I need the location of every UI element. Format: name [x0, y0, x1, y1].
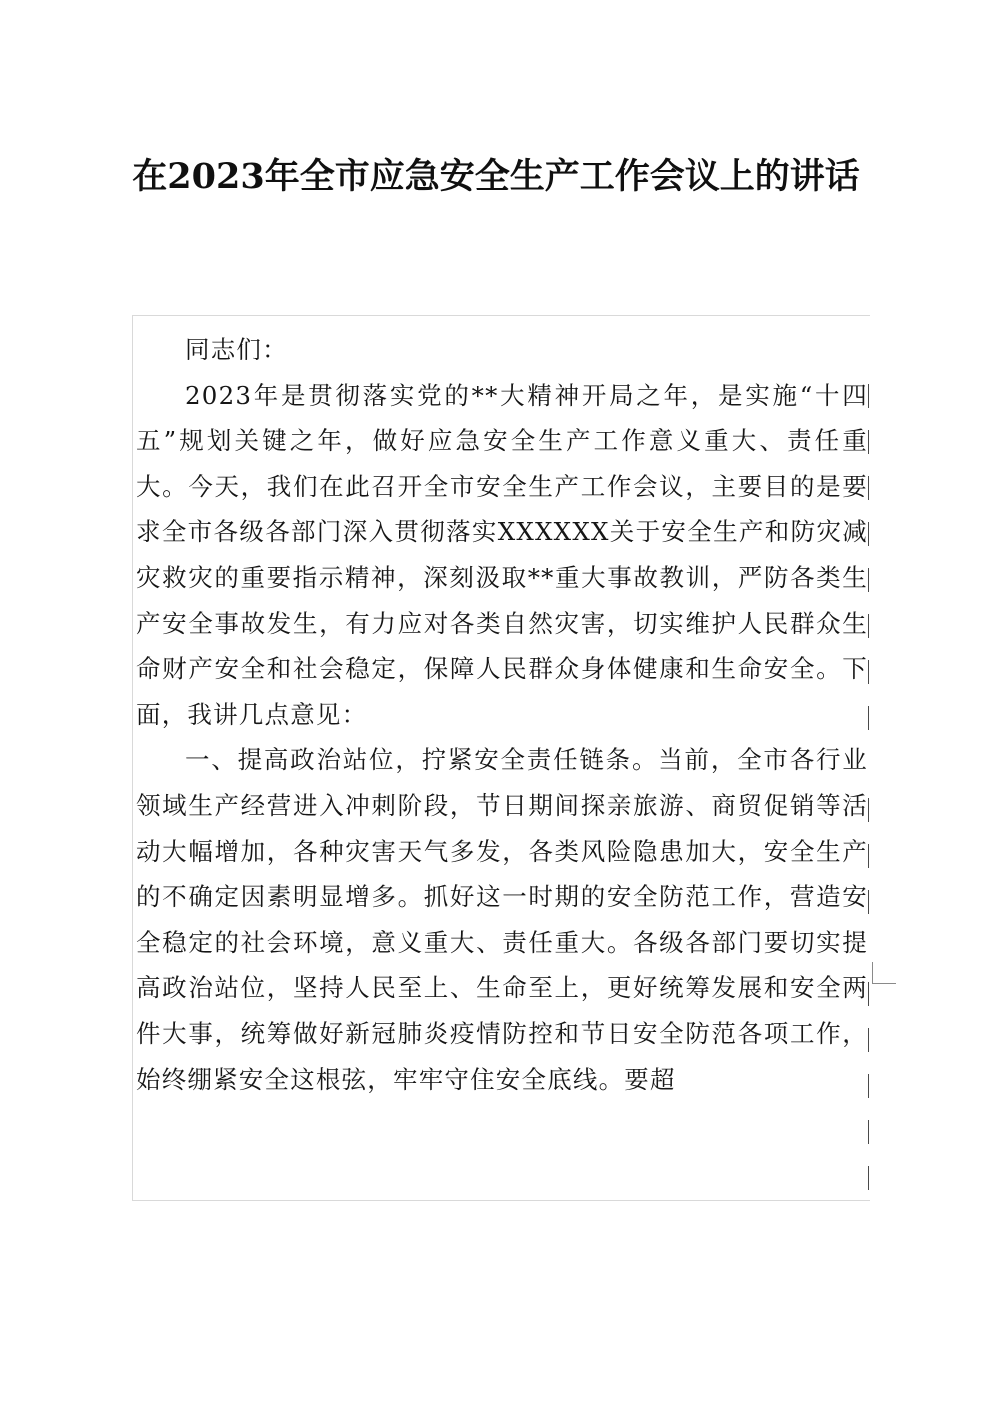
margin-mark — [868, 430, 869, 454]
document-title: 在2023年全市应急安全生产工作会议上的讲话 — [132, 156, 860, 197]
document-body — [136, 327, 868, 1102]
margin-mark — [868, 706, 869, 730]
margin-mark — [868, 522, 869, 546]
margin-mark — [868, 890, 869, 914]
salutation: 同志们： — [185, 335, 288, 364]
revision-marker-line — [872, 983, 896, 984]
right-margin-marks — [868, 378, 872, 1198]
margin-mark — [868, 844, 869, 868]
margin-mark — [868, 614, 869, 638]
margin-mark — [868, 384, 869, 408]
margin-mark — [868, 568, 869, 592]
margin-mark — [868, 1074, 869, 1098]
paragraph-2: 一、提高政治站位，拧紧安全责任链条。当前，全市各行业领域生产经营进入冲刺阶段，节日期间探亲旅游、商贸促销等活动大幅增加，各种灾害天气多发，各类风险隐患加大，安全生产的不确定因素明显增多。抓好这一时期的安全防范工作，营造安全稳定的社会环境，意义重大、责任重大。各级各部门要切实提高政治站位，坚持人民至上、生命至上，更好统筹发展和安全两件大事，统筹做好新冠肺炎疫情防控和节日安全防范各项工作，始终绷紧安全这根弦，牢牢守住安全底线。要超 — [136, 745, 868, 1094]
margin-mark — [868, 476, 869, 500]
margin-mark — [868, 1120, 869, 1144]
margin-mark — [868, 798, 869, 822]
margin-mark — [868, 982, 869, 1006]
margin-mark — [868, 1166, 869, 1190]
paragraph-1: 2023年是贯彻落实党的**大精神开局之年，是实施“十四五”规划关键之年，做好应急安全生产工作意义重大、责任重大。今天，我们在此召开全市安全生产工作会议，主要目的是要求全市各级各部门深入贯彻落实XXXXXX关于安全生产和防灾减灾救灾的重要指示精神，深刻汲取**重大事故教训，严防各类生产安全事故发生，有力应对各类自然灾害，切实维护人民群众生命财产安全和社会稳定，保障人民群众身体健康和生命安全。下面，我讲几点意见： — [136, 380, 868, 729]
margin-mark — [868, 660, 869, 684]
revision-marker-tick — [872, 962, 873, 984]
margin-mark — [868, 1028, 869, 1052]
